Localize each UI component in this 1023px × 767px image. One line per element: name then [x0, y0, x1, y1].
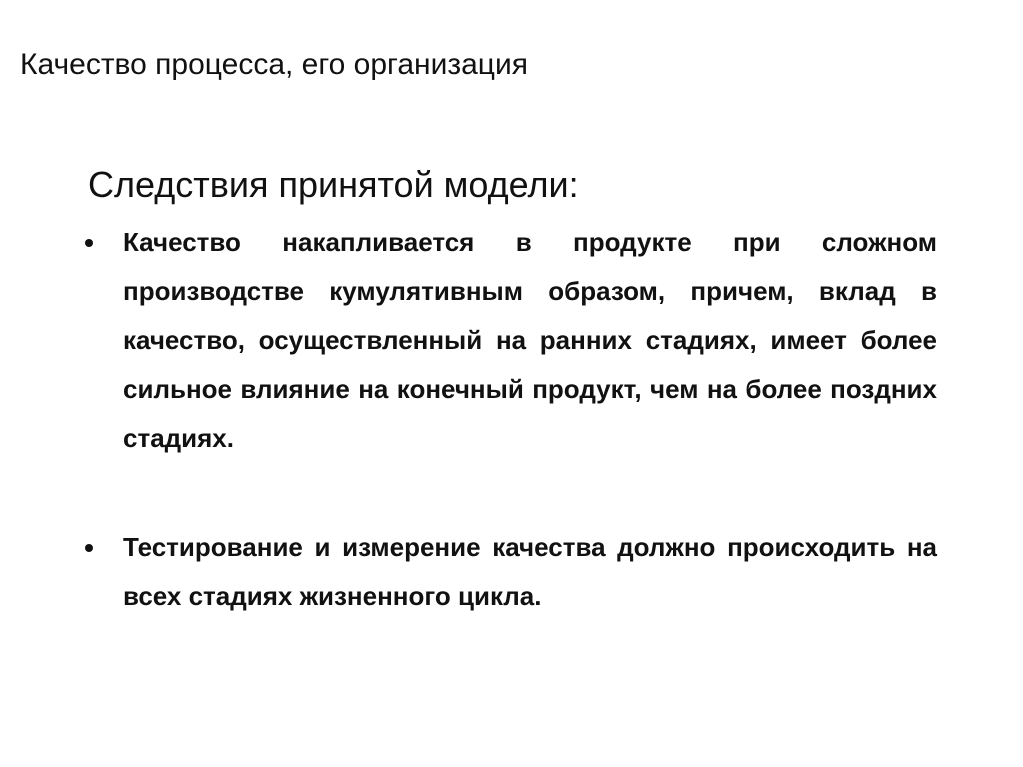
bullet-dot-icon	[85, 544, 93, 552]
bullet-item	[85, 523, 937, 621]
bullet-dot-icon	[85, 239, 93, 247]
bullet-text: Тестирование и измерение качества должно происходить на всех стадиях жизненного цикла.	[123, 532, 937, 611]
slide-title: Качество процесса, его организация	[20, 48, 528, 81]
bullet-item	[85, 218, 937, 463]
bullet-text: Качество накапливается в продукте при сложном производстве кумулятивным образом, причем, вклад в качество, осуществленный на ранних стадиях, имеет более сильное влияние на конечный продукт, чем на более поздних стадиях.	[123, 227, 937, 453]
bullet-list	[85, 218, 937, 621]
slide-subtitle: Следствия принятой модели:	[88, 164, 579, 205]
